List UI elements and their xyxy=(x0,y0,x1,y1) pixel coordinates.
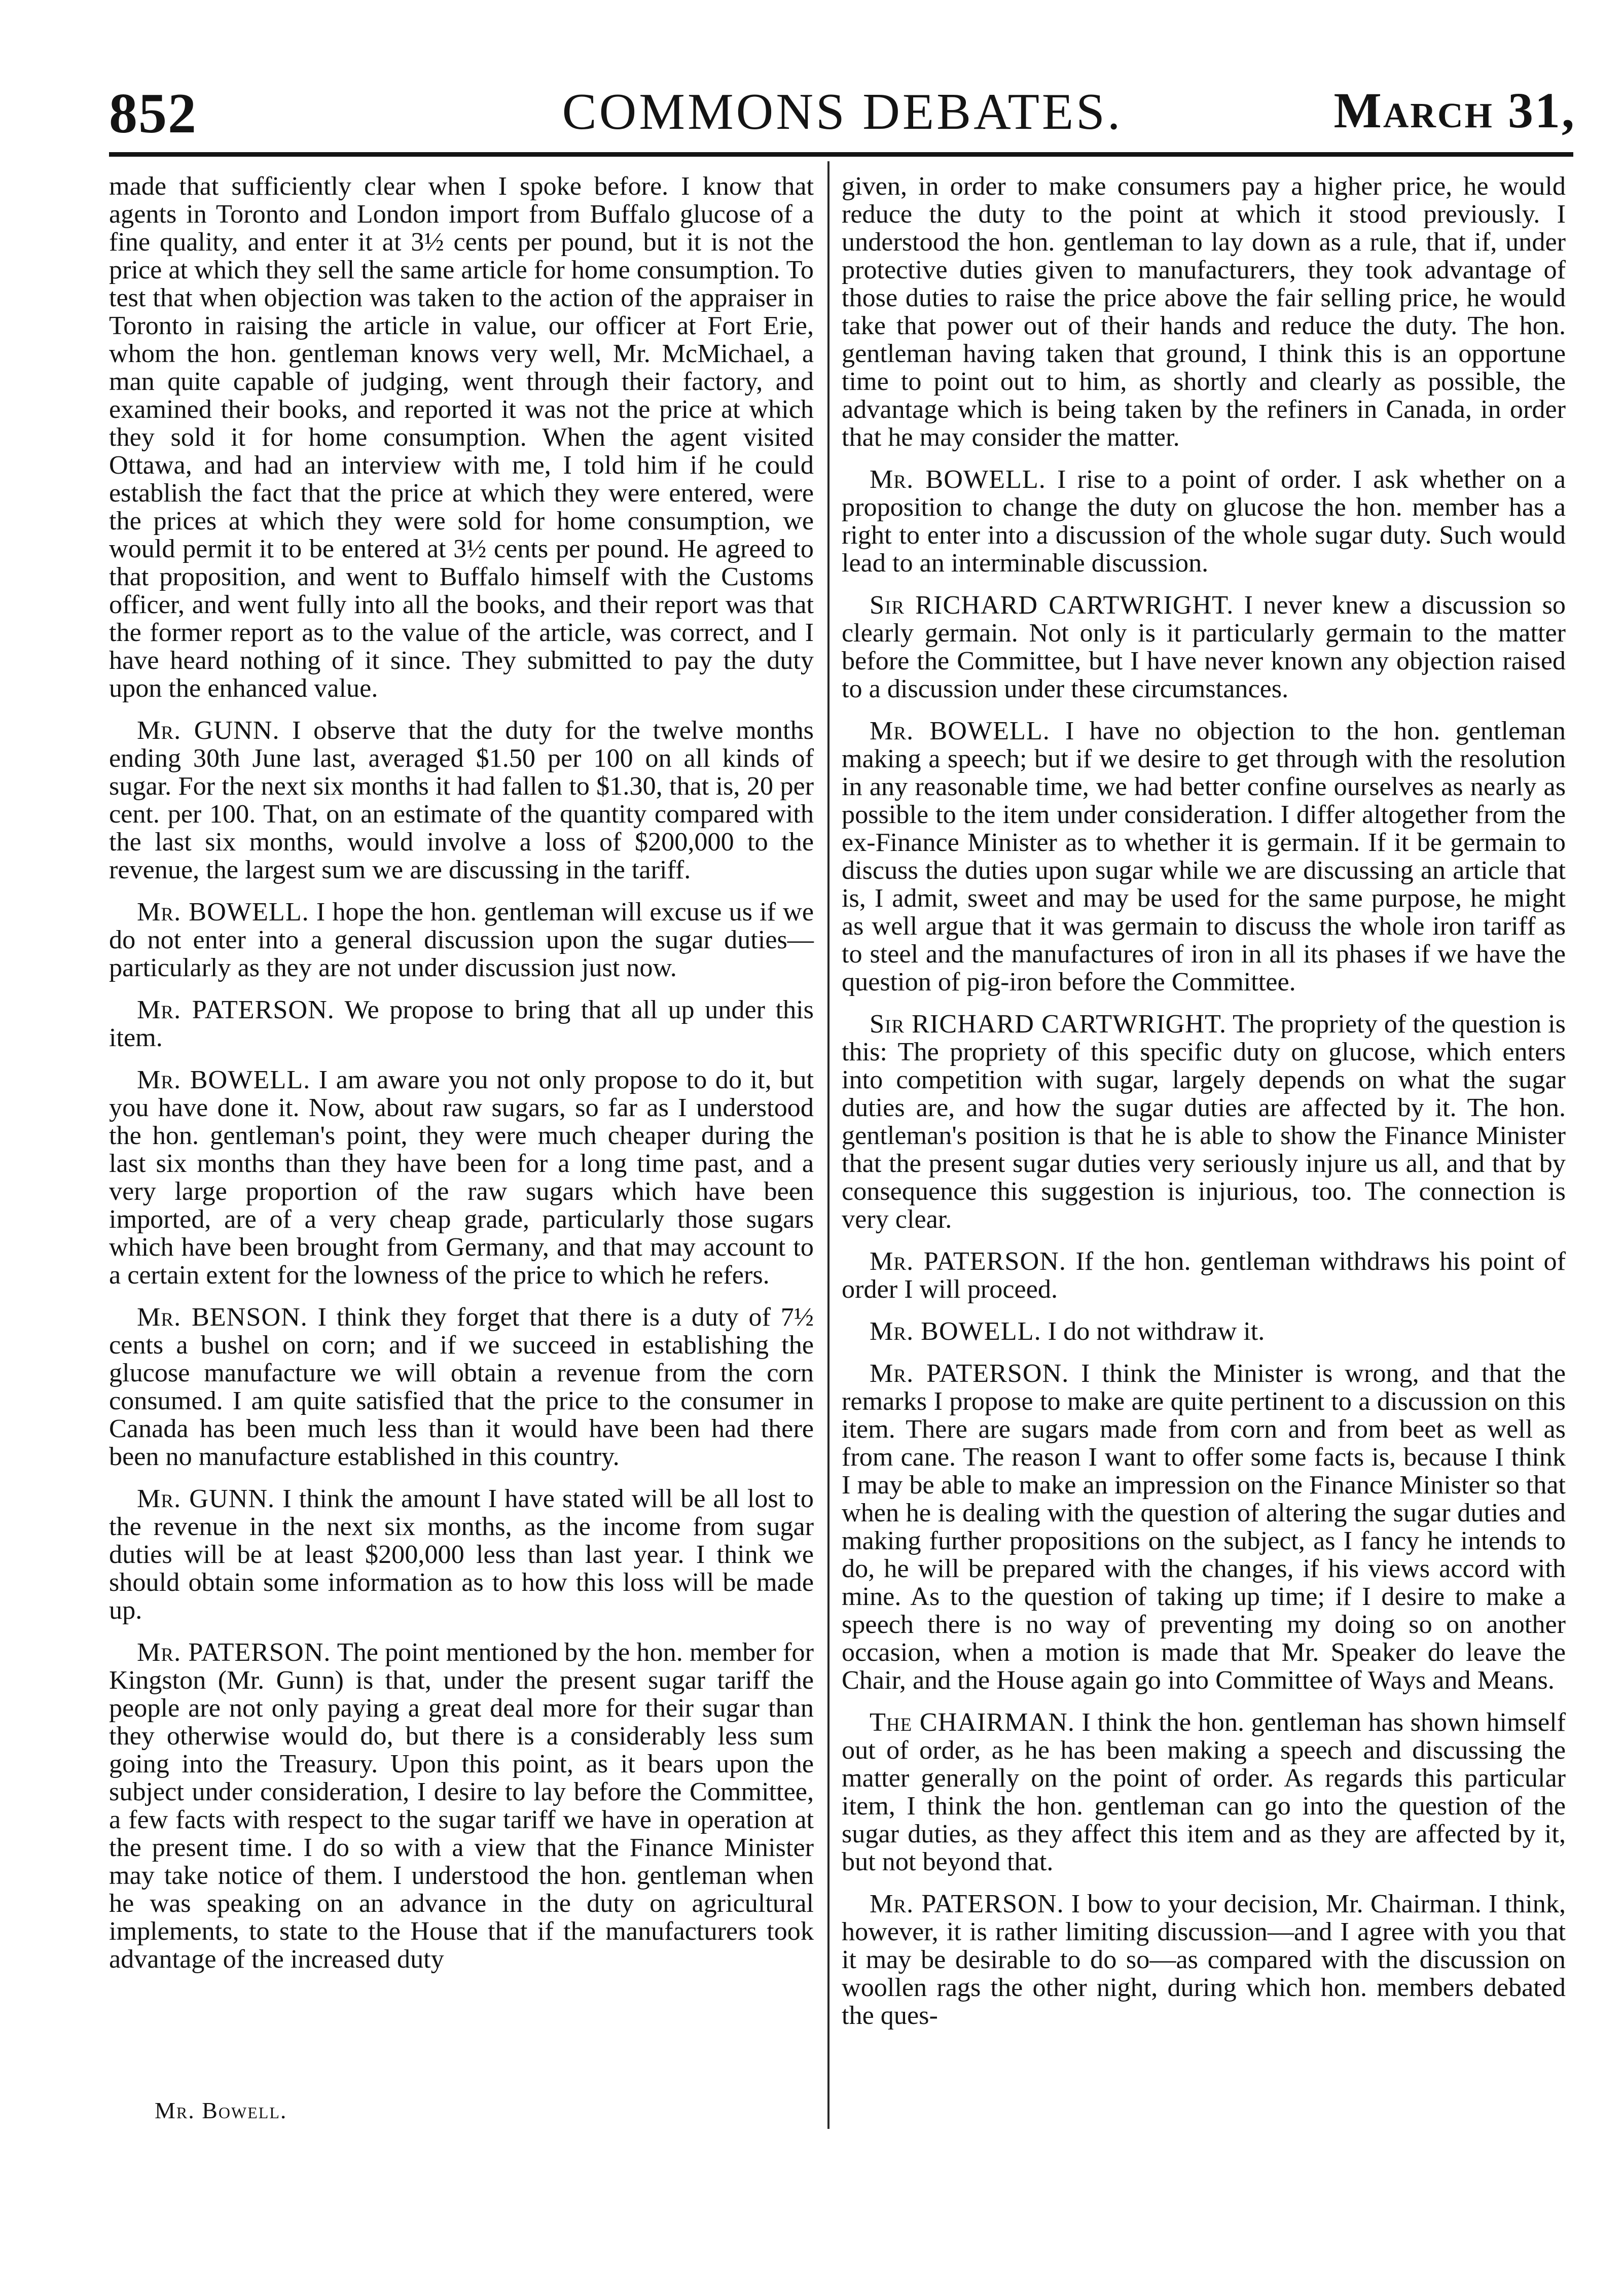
speaker-name: Sir RICHARD CARTWRIGHT. xyxy=(870,590,1234,620)
header-date: March 31, xyxy=(1333,82,1576,138)
left-column xyxy=(109,172,814,1987)
speech-text: I think they forget that there is a duty of 7½ cents a bushel on corn; and if we succeed in establishing the glucose manufacture we will obtain a revenue from the corn consumed. I am quite satisfied that the price to the consumer in Canada has been much less than it would have been had there been no manufacture established in this country. xyxy=(109,1302,814,1471)
page-number: 852 xyxy=(109,82,197,145)
header-rule xyxy=(109,152,1573,157)
speech-text: given, in order to make consumers pay a higher price, he would reduce the duty to the point at which it stood previously. I understood the hon. gentleman to lay down as a rule, that if, under protective duties given to manufacturers, they took advantage of those duties to raise the price above the fair selling price, he would take that power out of their hands and reduce the duty. The hon. gentleman having taken that ground, I think this is an opportune time to point out to him, as shortly and clearly as possible, the advantage which is being taken by the refiners in Canada, in order that he may consider the matter. xyxy=(842,171,1566,452)
speaker-name: Mr. BOWELL. xyxy=(137,897,309,927)
paragraph xyxy=(842,717,1566,996)
speech-text: I think the amount I have stated will be all lost to the revenue in the next six months, as the income from sugar duties will be at least $200,000 less than last year. I think we should obtain some information as to how this loss will be made up. xyxy=(109,1484,814,1625)
speech-text: I never knew a discussion so clearly germain. Not only is it particularly germain to the matter before the Committee, but I have never known any objection raised to a discussion under these circumstances. xyxy=(842,590,1566,703)
speaker-name: Sir RICHARD CARTWRIGHT. xyxy=(870,1009,1227,1039)
speaker-name: Mr. PATERSON. xyxy=(870,1247,1066,1276)
paragraph xyxy=(842,172,1566,451)
paragraph xyxy=(109,1485,814,1624)
paragraph xyxy=(109,898,814,982)
speech-text: I think the Minister is wrong, and that the remarks I propose to make are quite pertinent to a discussion on this item. There are sugars made from corn and from beet as well as from cane. The reason I want to offer some facts is, because I think I may be able to make an impression on the Finance Minister so that when he is dealing with the question of altering the sugar duties and making further propositions on the subject, as I fancy he intends to do, he will be prepared with the changes, if his views accord with mine. As to the question of taking up time; if I desire to make a speech there is no way of preventing my doing so on another occasion, when a motion is made that Mr. Speaker do leave the Chair, and the House again go into Committee of Ways and Means. xyxy=(842,1359,1566,1695)
speech-text: If the hon. gentleman withdraws his point of order I will proceed. xyxy=(842,1247,1566,1304)
catchword: Mr. Bowell. xyxy=(155,2097,287,2123)
speech-text: The point mentioned by the hon. member for Kingston (Mr. Gunn) is that, under the present sugar tariff the people are not only paying a great deal more for their sugar than they otherwise would do, but there is a considerably less sum going into the Treasury. Upon this point, as it bears upon the subject under consideration, I desire to lay before the Committee, a few facts with respect to the sugar tariff we have in operation at the present time. I do so with a view that the Finance Minister may take notice of them. I understood the hon. gentleman when he was speaking on an advance in the duty on agricultural implements, to state to the House that if the manufacturers took advantage of the increased duty xyxy=(109,1638,814,1974)
paragraph xyxy=(109,1066,814,1289)
speech-text: I think the hon. gentleman has shown himself out of order, as he has been making a speech and discussing the matter generally on the point of order. As regards this particular item, I think the hon. gentleman can go into the question of the sugar duties, as they affect this item and as they are affected by it, but not beyond that. xyxy=(842,1707,1566,1876)
speaker-name: Mr. BOWELL. xyxy=(870,716,1050,745)
speaker-name: Mr. PATERSON. xyxy=(137,1638,331,1667)
speaker-name: Mr. PATERSON. xyxy=(870,1889,1064,1918)
paragraph xyxy=(842,591,1566,703)
paragraph xyxy=(842,466,1566,577)
speech-text: I have no objection to the hon. gentleman making a speech; but if we desire to get through with the resolution in any reasonable time, we had better confine ourselves as nearly as possible to the item under consideration. I differ altogether from the ex-Finance Minister as to whether it is germain. If it be germain to discuss the duties upon sugar while we are discussing an article that is, I admit, sweet and may be used for the same purpose, he might as well argue that it was germain to discuss the whole iron tariff as to steel and the manufactures of iron in all its phases if we have the question of pig-iron before the Committee. xyxy=(842,716,1566,996)
paragraph xyxy=(109,172,814,702)
speech-text: I hope the hon. gentleman will excuse us if we do not enter into a general discussion upon the sugar duties—particularly as they are not under discussion just now. xyxy=(109,897,814,982)
paragraph xyxy=(842,1010,1566,1233)
paragraph xyxy=(842,1890,1566,2030)
paragraph xyxy=(109,996,814,1052)
running-title: COMMONS DEBATES. xyxy=(562,83,1123,140)
speaker-name: The CHAIRMAN. xyxy=(870,1707,1075,1737)
speech-text: I bow to your decision, Mr. Chairman. I think, however, it is rather limiting discussion—and I agree with you that it may be desirable to do so—as compared with the discussion on woollen rags the other night, during which hon. members debated the ques- xyxy=(842,1889,1566,2030)
right-column xyxy=(842,172,1566,2044)
speaker-name: Mr. BOWELL. xyxy=(137,1065,311,1094)
speaker-name: Mr. BENSON. xyxy=(137,1302,308,1332)
speech-text: I rise to a point of order. I ask whether on a proposition to change the duty on glucose the hon. member has a right to enter into a discussion of the whole sugar duty. Such would lead to an interminable discussion. xyxy=(842,465,1566,578)
speech-text: I observe that the duty for the twelve months ending 30th June last, averaged $1.50 per 100 on all kinds of sugar. For the next six months it had fallen to $1.30, that is, 20 per cent. per 100. That, on an estimate of the quantity compared with the last six months, would involve a loss of $200,000 to the revenue, the largest sum we are discussing in the tariff. xyxy=(109,716,814,884)
speech-text: We propose to bring that all up under this item. xyxy=(109,995,814,1052)
speech-text: made that sufficiently clear when I spoke before. I know that agents in Toronto and London import from Buffalo glucose of a fine quality, and enter it at 3½ cents per pound, but it is not the price at which they sell the same article for home consumption. To test that when objection was taken to the action of the appraiser in Toronto in raising the article in value, our officer at Fort Erie, whom the hon. gentleman knows very well, Mr. McMichael, a man quite capable of judging, went through their factory, and examined their books, and reported it was not the price at which they sold it for home consumption. When the agent visited Ottawa, and had an interview with me, I told him if he could establish the fact that the price at which they were entered, were the prices at which they were sold for home consumption, we would permit it to be entered at 3½ cents per pound. He agreed to that proposition, and went to Buffalo himself with the Customs officer, and went fully into all the books, and their report was that the former report as to the value of the article, was correct, and I have heard nothing of it since. They submitted to pay the duty upon the enhanced value. xyxy=(109,171,814,703)
paragraph xyxy=(109,717,814,884)
paragraph xyxy=(842,1248,1566,1303)
speaker-name: Mr. BOWELL. xyxy=(870,465,1046,494)
paragraph xyxy=(109,1639,814,1973)
paragraph xyxy=(842,1318,1566,1345)
speaker-name: Mr. GUNN. xyxy=(137,1484,275,1513)
speaker-name: Mr. PATERSON. xyxy=(137,995,335,1024)
speaker-name: Mr. GUNN. xyxy=(137,716,280,745)
speech-text: I do not withdraw it. xyxy=(1048,1316,1265,1346)
speaker-name: Mr. PATERSON. xyxy=(870,1359,1069,1388)
paragraph xyxy=(842,1360,1566,1694)
paragraph xyxy=(109,1303,814,1471)
speech-text: The propriety of the question is this: The propriety of this specific duty on glucose, which enters into competition with sugar, largely depends on what the sugar duties are, and how the sugar duties are affected by it. The hon. gentleman's position is that he is able to show the Finance Minister that the present sugar duties very seriously injure us all, and that by consequence this suggestion is injurious, too. The connection is very clear. xyxy=(842,1009,1566,1234)
speaker-name: Mr. BOWELL. xyxy=(870,1316,1041,1346)
speech-text: I am aware you not only propose to do it, but you have done it. Now, about raw sugars, so far as I understood the hon. gentleman's point, they were much cheaper during the last six months than they have been for a long time past, and a very large proportion of the raw sugars which have been imported, are of a very cheap grade, particularly those sugars which have been brought from Germany, and that may account to a certain extent for the lowness of the price to which he refers. xyxy=(109,1065,814,1290)
column-divider xyxy=(827,161,829,2129)
paragraph xyxy=(842,1708,1566,1876)
page-header xyxy=(109,76,1576,147)
